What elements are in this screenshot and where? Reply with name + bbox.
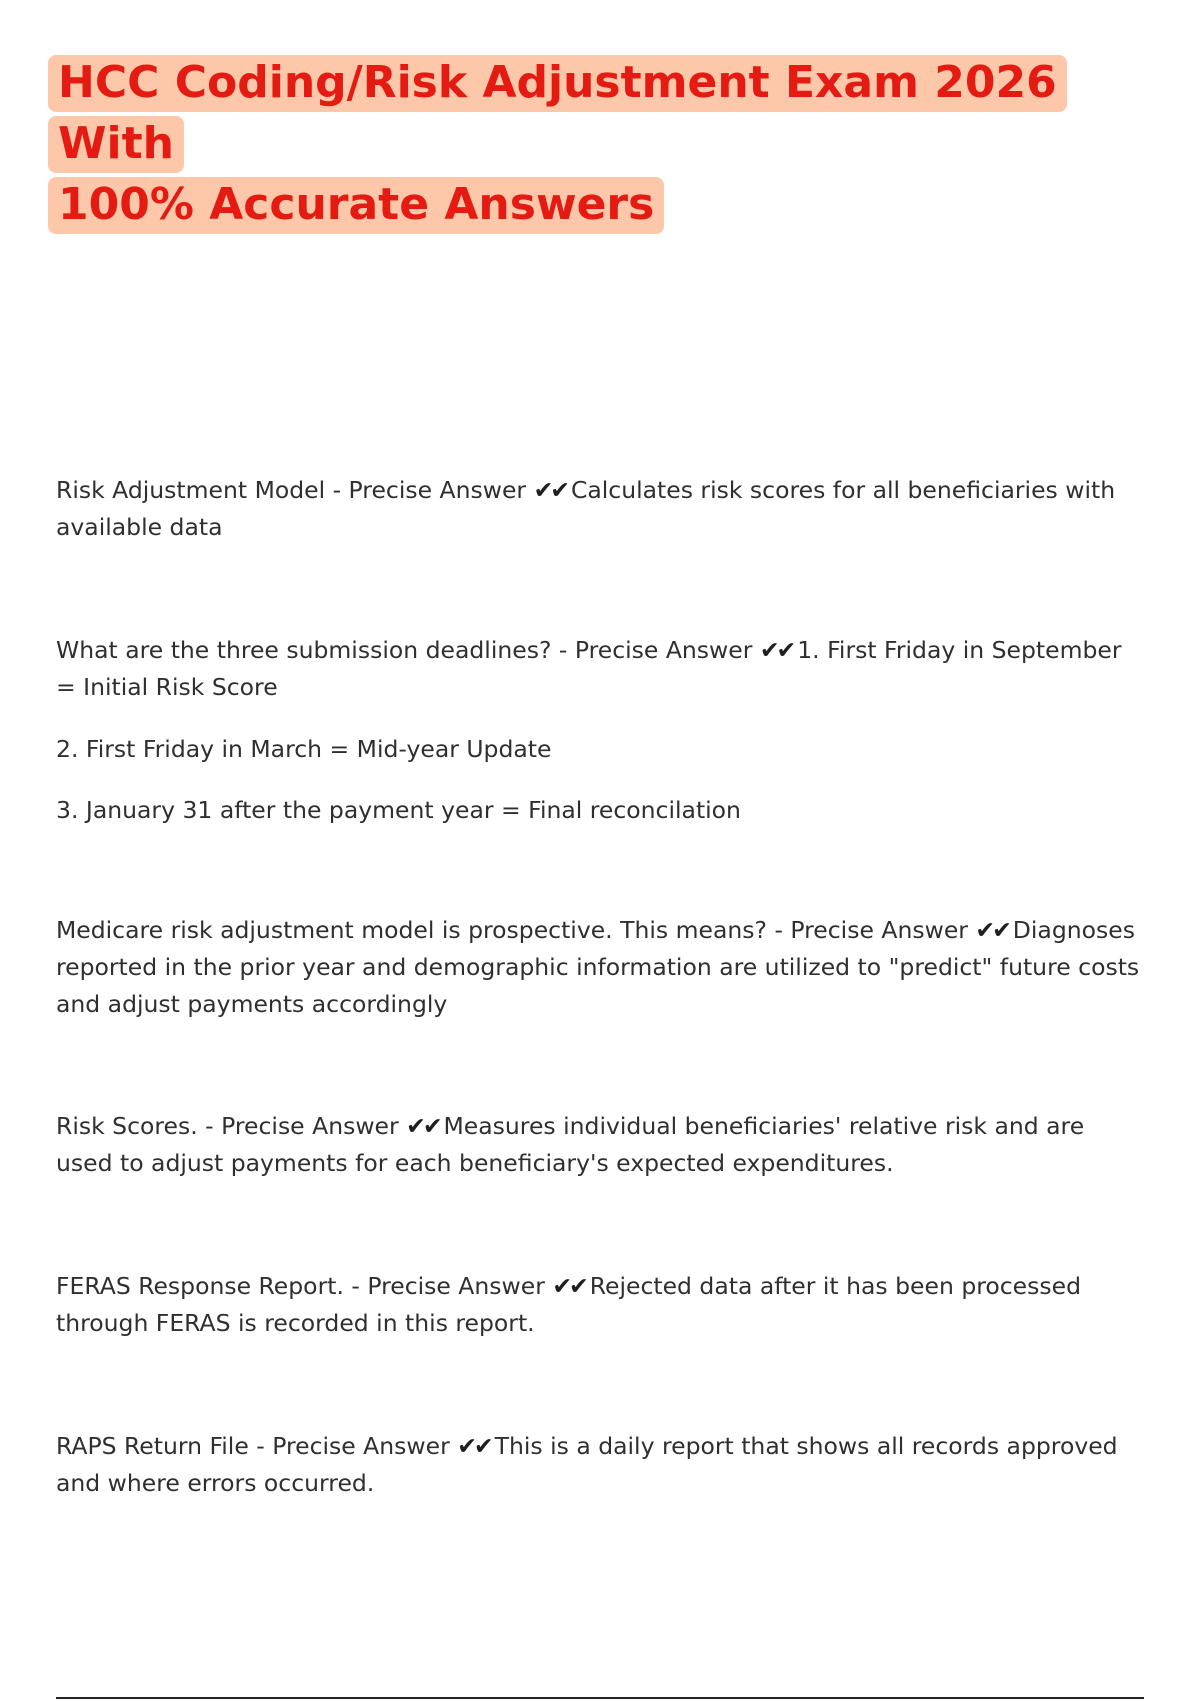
- qa-item-feras-response-report: [56, 1268, 1146, 1342]
- qa-question: RAPS Return File - Precise Answer: [56, 1432, 458, 1460]
- qa-item-submission-deadlines: [56, 632, 1146, 706]
- qa-question: Medicare risk adjustment model is prospective. This means? - Precise Answer: [56, 916, 976, 944]
- qa-answer: Rejected data after it has been processed through FERAS is recorded in this report.: [56, 1272, 1081, 1337]
- qa-answer: 1. First Friday in September = Initial Risk Score: [56, 636, 1122, 701]
- title-line-1: HCC Coding/Risk Adjustment Exam 2026 With: [58, 57, 1057, 169]
- qa-question: Risk Adjustment Model - Precise Answer: [56, 476, 534, 504]
- title-highlight: [48, 55, 1067, 234]
- double-check-icon: ✔✔: [759, 636, 794, 664]
- qa-answer: Measures individual beneficiaries' relative risk and are used to adjust payments for each beneficiary's expected expenditures.: [56, 1112, 1085, 1177]
- qa-question: What are the three submission deadlines? - Precise Answer: [56, 636, 760, 664]
- double-check-icon: ✔✔: [975, 916, 1009, 944]
- qa-deadline-line-2: 2. First Friday in March = Mid-year Update: [56, 735, 552, 763]
- qa-question: Risk Scores. - Precise Answer: [56, 1112, 407, 1140]
- double-check-icon: ✔✔: [533, 476, 567, 504]
- double-check-icon: ✔✔: [406, 1112, 440, 1140]
- qa-deadline-line-3: 3. January 31 after the payment year = Final reconcilation: [56, 796, 741, 824]
- qa-answer: This is a daily report that shows all records approved and where errors occurred.: [56, 1432, 1118, 1497]
- qa-answer: Diagnoses reported in the prior year and demographic information are utilized to "predict" future costs and adjust payments accordingly: [56, 916, 1140, 1018]
- double-check-icon: ✔✔: [457, 1432, 491, 1460]
- footer-divider: [56, 1697, 1144, 1699]
- qa-item-risk-scores: [56, 1108, 1146, 1182]
- qa-item-risk-adjustment-model: [56, 472, 1146, 546]
- qa-question: FERAS Response Report. - Precise Answer: [56, 1272, 553, 1300]
- qa-answer: Calculates risk scores for all beneficiaries with available data: [56, 476, 1116, 541]
- document-title: [48, 52, 1158, 235]
- double-check-icon: ✔✔: [552, 1272, 586, 1300]
- qa-item-prospective-model: [56, 912, 1146, 1023]
- title-line-2: 100% Accurate Answers: [58, 179, 655, 230]
- qa-item-raps-return-file: [56, 1428, 1146, 1502]
